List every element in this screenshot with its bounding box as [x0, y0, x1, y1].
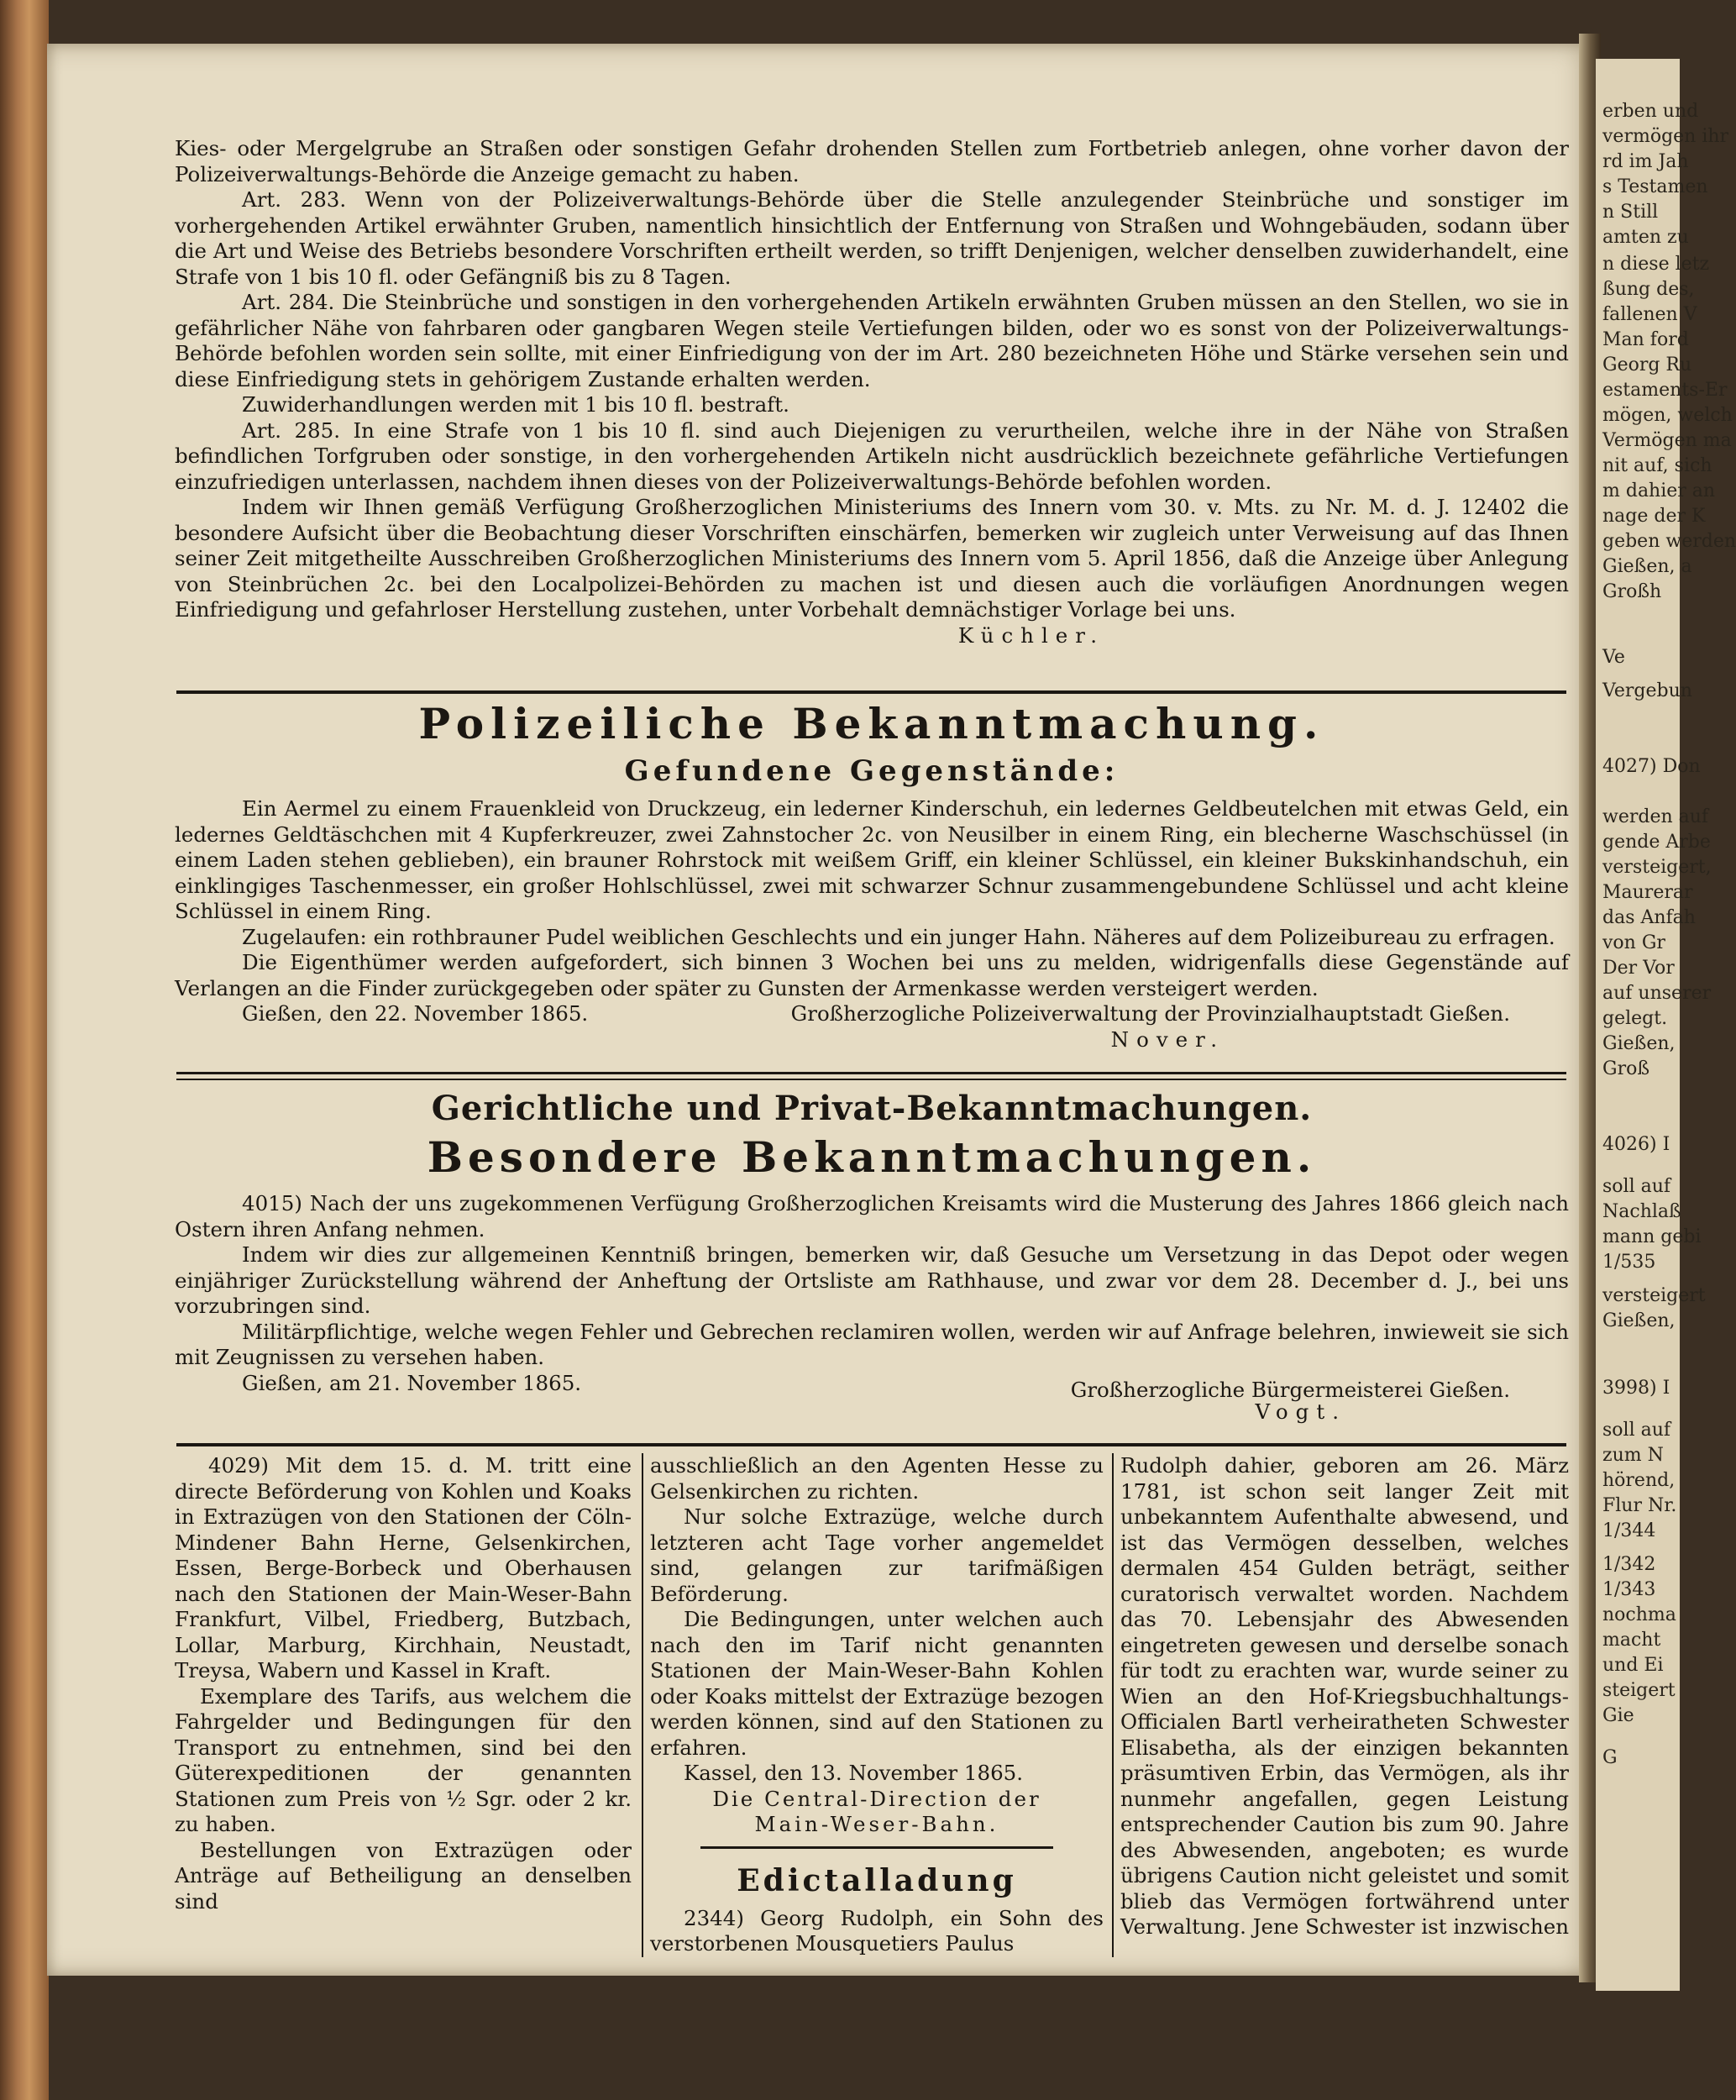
facing-page-text: Man ford — [1602, 329, 1689, 350]
facing-page-text: n diese letz — [1602, 254, 1710, 275]
facing-page-text: nage der K — [1602, 506, 1706, 527]
double-divider — [176, 1072, 1566, 1074]
facing-page-text: m dahier an — [1602, 480, 1716, 501]
section-subtitle: Besondere Bekanntmachungen. — [427, 1132, 1317, 1182]
tariff-copies: Exemplare des Tarifs, aus welchem die Fahrgelder und Bedingungen für den Transport zu entnehmen, sind bei den Güterexpeditionen der genannten Stationen zum Preis von ½ Sgr. oder 2 kr. zu haben. — [175, 1683, 632, 1836]
facing-page-text: ßung des, — [1602, 279, 1695, 300]
owners-notice: Die Eigenthümer werden aufgefordert, sich binnen 3 Wochen bei uns zu melden, widrigenfalls diese Gegenstände auf Verlangen an die Finder zurückgegeben oder später zu Gunsten der Armenkasse werden versteigert werden. — [175, 950, 1569, 1000]
facing-page-text: macht — [1602, 1630, 1661, 1651]
facing-page-text: soll auf — [1602, 1176, 1671, 1197]
facing-page-text: mögen, welch — [1602, 405, 1733, 426]
place-date: Kassel, den 13. November 1865. — [684, 1761, 1024, 1785]
issuing-authority: Großherzogliche Bürgermeisterei Gießen. — [1070, 1377, 1510, 1402]
text-paragraph: ausschließlich an den Agenten Hesse zu Gelsenkirchen zu richten. — [650, 1453, 1104, 1504]
divider — [700, 1846, 1053, 1849]
edict-2344: 2344) Georg Rudolph, ein Sohn des verstorbenen Mousquetiers Paulus — [650, 1905, 1104, 1956]
ministry-instruction: Indem wir Ihnen gemäß Verfügung Großherzoglichen Ministeriums des Innern vom 30. v. Mts. zu Nr. M. d. J. 12402 die besondere Aufsicht über die Beobachtung dieser Vorschriften einschärfen, bemerken wir zugleich unter Verweisung auf das Ihnen seiner Zeit mitgetheilte Ausschreiben Großherzoglichen Ministeriums des Innern vom 5. April 1856, daß die Anzeige über Anlegung von Steinbrüchen 2c. bei den Localpolizei-Behörden zu machen ist und diesen auch die vorläufigen Anordnungen wegen Einfriedigung und gefahrloser Herstellung zustehen, unter Vorbehalt demnächstiger Vorlage bei uns. — [175, 495, 1569, 622]
column-3 — [1120, 1453, 1569, 1940]
facing-page-text: versteigert — [1602, 1285, 1706, 1306]
facing-page-text: Flur Nr. — [1602, 1495, 1677, 1516]
notice-4015 — [175, 1191, 1569, 1425]
facing-page-text: steigert — [1602, 1680, 1676, 1701]
court-signature-row — [175, 1370, 1569, 1402]
facing-page-text: 4027) Don — [1602, 756, 1701, 777]
notice-4029: 4029) Mit dem 15. d. M. tritt eine directe Beförderung von Kohlen und Koaks in Extrazügen von den Stationen der Cöln-Mindener Bahn Herne, Gelsenkirchen, Essen, Berge-Borbeck und Oberhausen nach den Stationen der Main-Weser-Bahn Frankfurt, Vilbel, Friedberg, Butzbach, Lollar, Marburg, Kirchhain, Neustadt, Treysa, Wabern und Kassel in Kraft. — [175, 1453, 632, 1683]
facing-page-text: estaments-Er — [1602, 380, 1728, 401]
facing-page-text: vermögen ihr — [1602, 126, 1729, 147]
top-section — [175, 136, 1569, 648]
facing-page-text: G — [1602, 1747, 1618, 1768]
facing-page-text: mann gebi — [1602, 1226, 1702, 1247]
facing-page-text: Gießen, — [1602, 1310, 1676, 1331]
edict-title: Edictalladung — [737, 1862, 1017, 1898]
facing-page-fragment — [1596, 59, 1736, 1991]
facing-page-text: Nachlaß — [1602, 1201, 1681, 1222]
facing-page-text: Georg Ru — [1602, 354, 1692, 375]
facing-page-text: erben und — [1602, 101, 1699, 122]
facing-page-text: 1/535 — [1602, 1252, 1656, 1273]
article-285: Art. 285. In eine Strafe von 1 bis 10 fl. sind auch Diejenigen zu verurtheilen, welche ihre in der Nähe von Straßen befindlichen Torfgruben oder sonstige, in den vorhergehenden Artikeln nicht ausdrücklich bezeichnete gefährliche Vertiefungen einzufriedigen unterlassen, nachdem ihnen dieses von der Polizeiverwaltungs-Behörde befohlen worden. — [175, 417, 1569, 494]
column-2 — [650, 1453, 1104, 1957]
facing-page-text: werden auf — [1602, 806, 1709, 827]
facing-page-text: geben werden — [1602, 531, 1736, 552]
police-notice-body — [175, 796, 1569, 1053]
extra-trains-orders: Bestellungen von Extrazügen oder Anträge auf Betheiligung an denselben sind — [175, 1837, 632, 1914]
double-divider — [176, 1079, 1566, 1080]
facing-page-text: nit auf, sich — [1602, 455, 1712, 476]
text-paragraph: 4015) Nach der uns zugekommenen Verfügung Großherzoglichen Kreisamts wird die Musterung des Jahres 1866 gleich nach Ostern ihren Anfang nehmen. — [175, 1191, 1569, 1242]
police-notice-title: Polizeiliche Bekanntmachung. — [418, 699, 1325, 748]
article-284: Art. 284. Die Steinbrüche und sonstigen in den vorhergehenden Artikeln erwähnten Gruben müssen an den Stellen, wo sie in gefährlicher Nähe von fahrbaren oder gangbaren Wegen steile Vertiefungen bilden, oder wo es sonst von der Polizeiverwaltungs-Behörde befohlen worden sein sollte, mit einer Einfriedigung von der im Art. 280 bezeichneten Höhe und Stärke versehen sein und diese Einfriedigung stets in gehörigem Zustande erhalten werden. — [175, 290, 1569, 391]
penalty-note: Zuwiderhandlungen werden mit 1 bis 10 fl. bestraft. — [242, 392, 789, 417]
issuing-authority: Die Central-Direction der — [712, 1786, 1041, 1811]
facing-page-text: auf unserer — [1602, 983, 1712, 1004]
found-items-heading: Gefundene Gegenstände: — [624, 754, 1120, 788]
text-paragraph: Militärpflichtige, welche wegen Fehler und Gebrechen reclamiren wollen, werden wir auf Anfrage belehren, inwieweit sie sich mit Zeugnissen zu versehen haben. — [175, 1319, 1569, 1369]
article-283: Art. 283. Wenn von der Polizeiverwaltungs-Behörde über die Stelle anzulegender Steinbrüche und sonstiger im vorhergehenden Artikel erwähnter Gruben, namentlich hinsichtlich der Entfernung von Straßen und Wohngebäuden, sodann über die Art und Weise des Betriebs besondere Vorschriften ertheilt werden, so trifft Denjenigen, welcher denselben zuwiderhandelt, eine Strafe von 1 bis 10 fl. oder Gefängniß bis zu 8 Tagen. — [175, 187, 1569, 289]
facing-page-text: 1/343 — [1602, 1579, 1656, 1600]
facing-page-text: zum N — [1602, 1445, 1664, 1466]
text-paragraph: Indem wir dies zur allgemeinen Kenntniß bringen, bemerken wir, daß Gesuche um Versetzung in das Depot oder wegen einjähriger Zurückstellung während der Anheftung der Ortsliste am Rathhause, und zwar vor dem 28. December d. J., bei uns vorzubringen sind. — [175, 1242, 1569, 1318]
text-paragraph: Kies- oder Mergelgrube an Straßen oder sonstigen Gefahr drohenden Stellen zum Fortbetrieb anlegen, ohne vorher davon der Polizeiverwaltungs-Behörde die Anzeige gemacht zu haben. — [175, 136, 1569, 186]
facing-page-text: 3998) I — [1602, 1378, 1670, 1399]
facing-page-text: fallenen V — [1602, 304, 1697, 325]
found-items-list: Ein Aermel zu einem Frauenkleid von Druckzeug, ein lederner Kinderschuh, ein ledernes Geldbeutelchen mit etwas Geld, ein ledernes Geldtäschchen mit 4 Kupferkreuzer, zwei Zahnstocher 2c. von Neusilber in einem Ring, ein blecherne Waschschüssel (in einem Laden stehen geblieben), ein brauner Rohrstock mit weißem Griff, ein kleiner Schlüssel, ein kleiner Bukskinhandschuh, ein einklingiges Taschenmesser, ein großer Hohlschlüssel, zwei mit schwarzer Schnur zusammengebundene Schlüssel und acht kleine Schlüssel in einem Ring. — [175, 796, 1569, 923]
police-signature-row — [175, 1001, 1569, 1027]
facing-page-text: gende Arbe — [1602, 832, 1711, 853]
facing-page-text: Groß — [1602, 1058, 1650, 1079]
divider — [176, 1443, 1566, 1446]
facing-page-text: rd im Jah — [1602, 151, 1689, 172]
facing-page-text: versteigert, — [1602, 857, 1712, 878]
section-title: Gerichtliche und Privat-Bekanntmachungen. — [431, 1089, 1313, 1128]
facing-page-text: soll auf — [1602, 1420, 1671, 1441]
facing-page-text: s Testamen — [1602, 176, 1708, 197]
facing-page-text: das Anfah — [1602, 907, 1696, 928]
issuing-authority: Main-Weser-Bahn. — [754, 1812, 999, 1836]
facing-page-text: und Ei — [1602, 1655, 1664, 1676]
column-rule — [642, 1453, 643, 1957]
facing-page-text: n Still — [1602, 202, 1659, 223]
facing-page-text: hörend, — [1602, 1470, 1676, 1491]
column-1 — [175, 1453, 632, 1914]
facing-page-text: gelegt. — [1602, 1008, 1668, 1029]
book-binding — [0, 0, 49, 2100]
facing-page-text: Maurerar — [1602, 882, 1693, 903]
facing-page-text: Der Vor — [1602, 958, 1675, 979]
facing-page-text: Gießen, — [1602, 1033, 1676, 1054]
issuing-authority: Großherzogliche Polizeiverwaltung der Provinzialhauptstadt Gießen. — [790, 1001, 1510, 1026]
facing-page-text: Vergebun — [1602, 680, 1692, 701]
divider — [176, 690, 1566, 694]
facing-page-text: 1/342 — [1602, 1554, 1656, 1575]
edict-continuation: Rudolph dahier, geboren am 26. März 1781, ist schon seit langer Zeit mit unbekanntem Aufenthalte abwesend, und ist das Vermögen desselben, welches dermalen 454 Gulden beträgt, seither curatorisch verwaltet worden. Nachdem das 70. Lebensjahr des Abwesenden eingetreten gewesen und derselbe sonach für todt zu erachten war, wurde seiner zu Wien an den Hof-Kriegsbuchhaltungs-Officialen Bartl verheiratheten Schwester Elisabetha, als der einzigen bekannten präsumtiven Erbin, das Vermögen, als ihr nunmehr angefallen, gegen Leistung entsprechender Caution bis zum 90. Jahre des Abwesenden, angeboten; es wurde übrigens Caution nicht geleistet und somit blieb das Vermögen fortwährend unter Verwaltung. Jene Schwester ist inzwischen — [1120, 1453, 1570, 1939]
facing-page-text: amten zu — [1602, 227, 1689, 248]
place-date: Gießen, am 21. November 1865. — [242, 1370, 582, 1395]
facing-page-text: Großh — [1602, 581, 1662, 602]
facing-page-text: 4026) I — [1602, 1134, 1670, 1155]
signature-kuechler: Küchler. — [957, 622, 1105, 648]
place-date: Gießen, den 22. November 1865. — [242, 1001, 589, 1026]
facing-page-text: 1/344 — [1602, 1520, 1656, 1541]
facing-page-text: Gie — [1602, 1705, 1634, 1726]
facing-page-text: Vermögen ma — [1602, 430, 1732, 451]
facing-page-text: von Gr — [1602, 932, 1665, 953]
signature-nover: Nover. — [1110, 1026, 1225, 1052]
text-paragraph: Nur solche Extrazüge, welche durch letzteren acht Tage vorher angemeldet sind, gelangen zur tarifmäßigen Beförderung. — [650, 1504, 1104, 1606]
facing-page-text: Ve — [1602, 647, 1625, 668]
signature-vogt: Vogt. — [1255, 1399, 1346, 1424]
stray-animals: Zugelaufen: ein rothbrauner Pudel weiblichen Geschlechts und ein junger Hahn. Näheres auf dem Polizeibureau zu erfragen. — [242, 924, 1555, 949]
column-rule — [1112, 1453, 1114, 1957]
facing-page-text: Gießen, a — [1602, 556, 1692, 577]
facing-page-text: nochma — [1602, 1604, 1676, 1625]
text-paragraph: Die Bedingungen, unter welchen auch nach den im Tarif nicht genannten Stationen der Main-Weser-Bahn Kohlen oder Koaks mittelst der Extrazüge bezogen werden können, sind auf den Stationen zu erfahren. — [650, 1607, 1104, 1760]
